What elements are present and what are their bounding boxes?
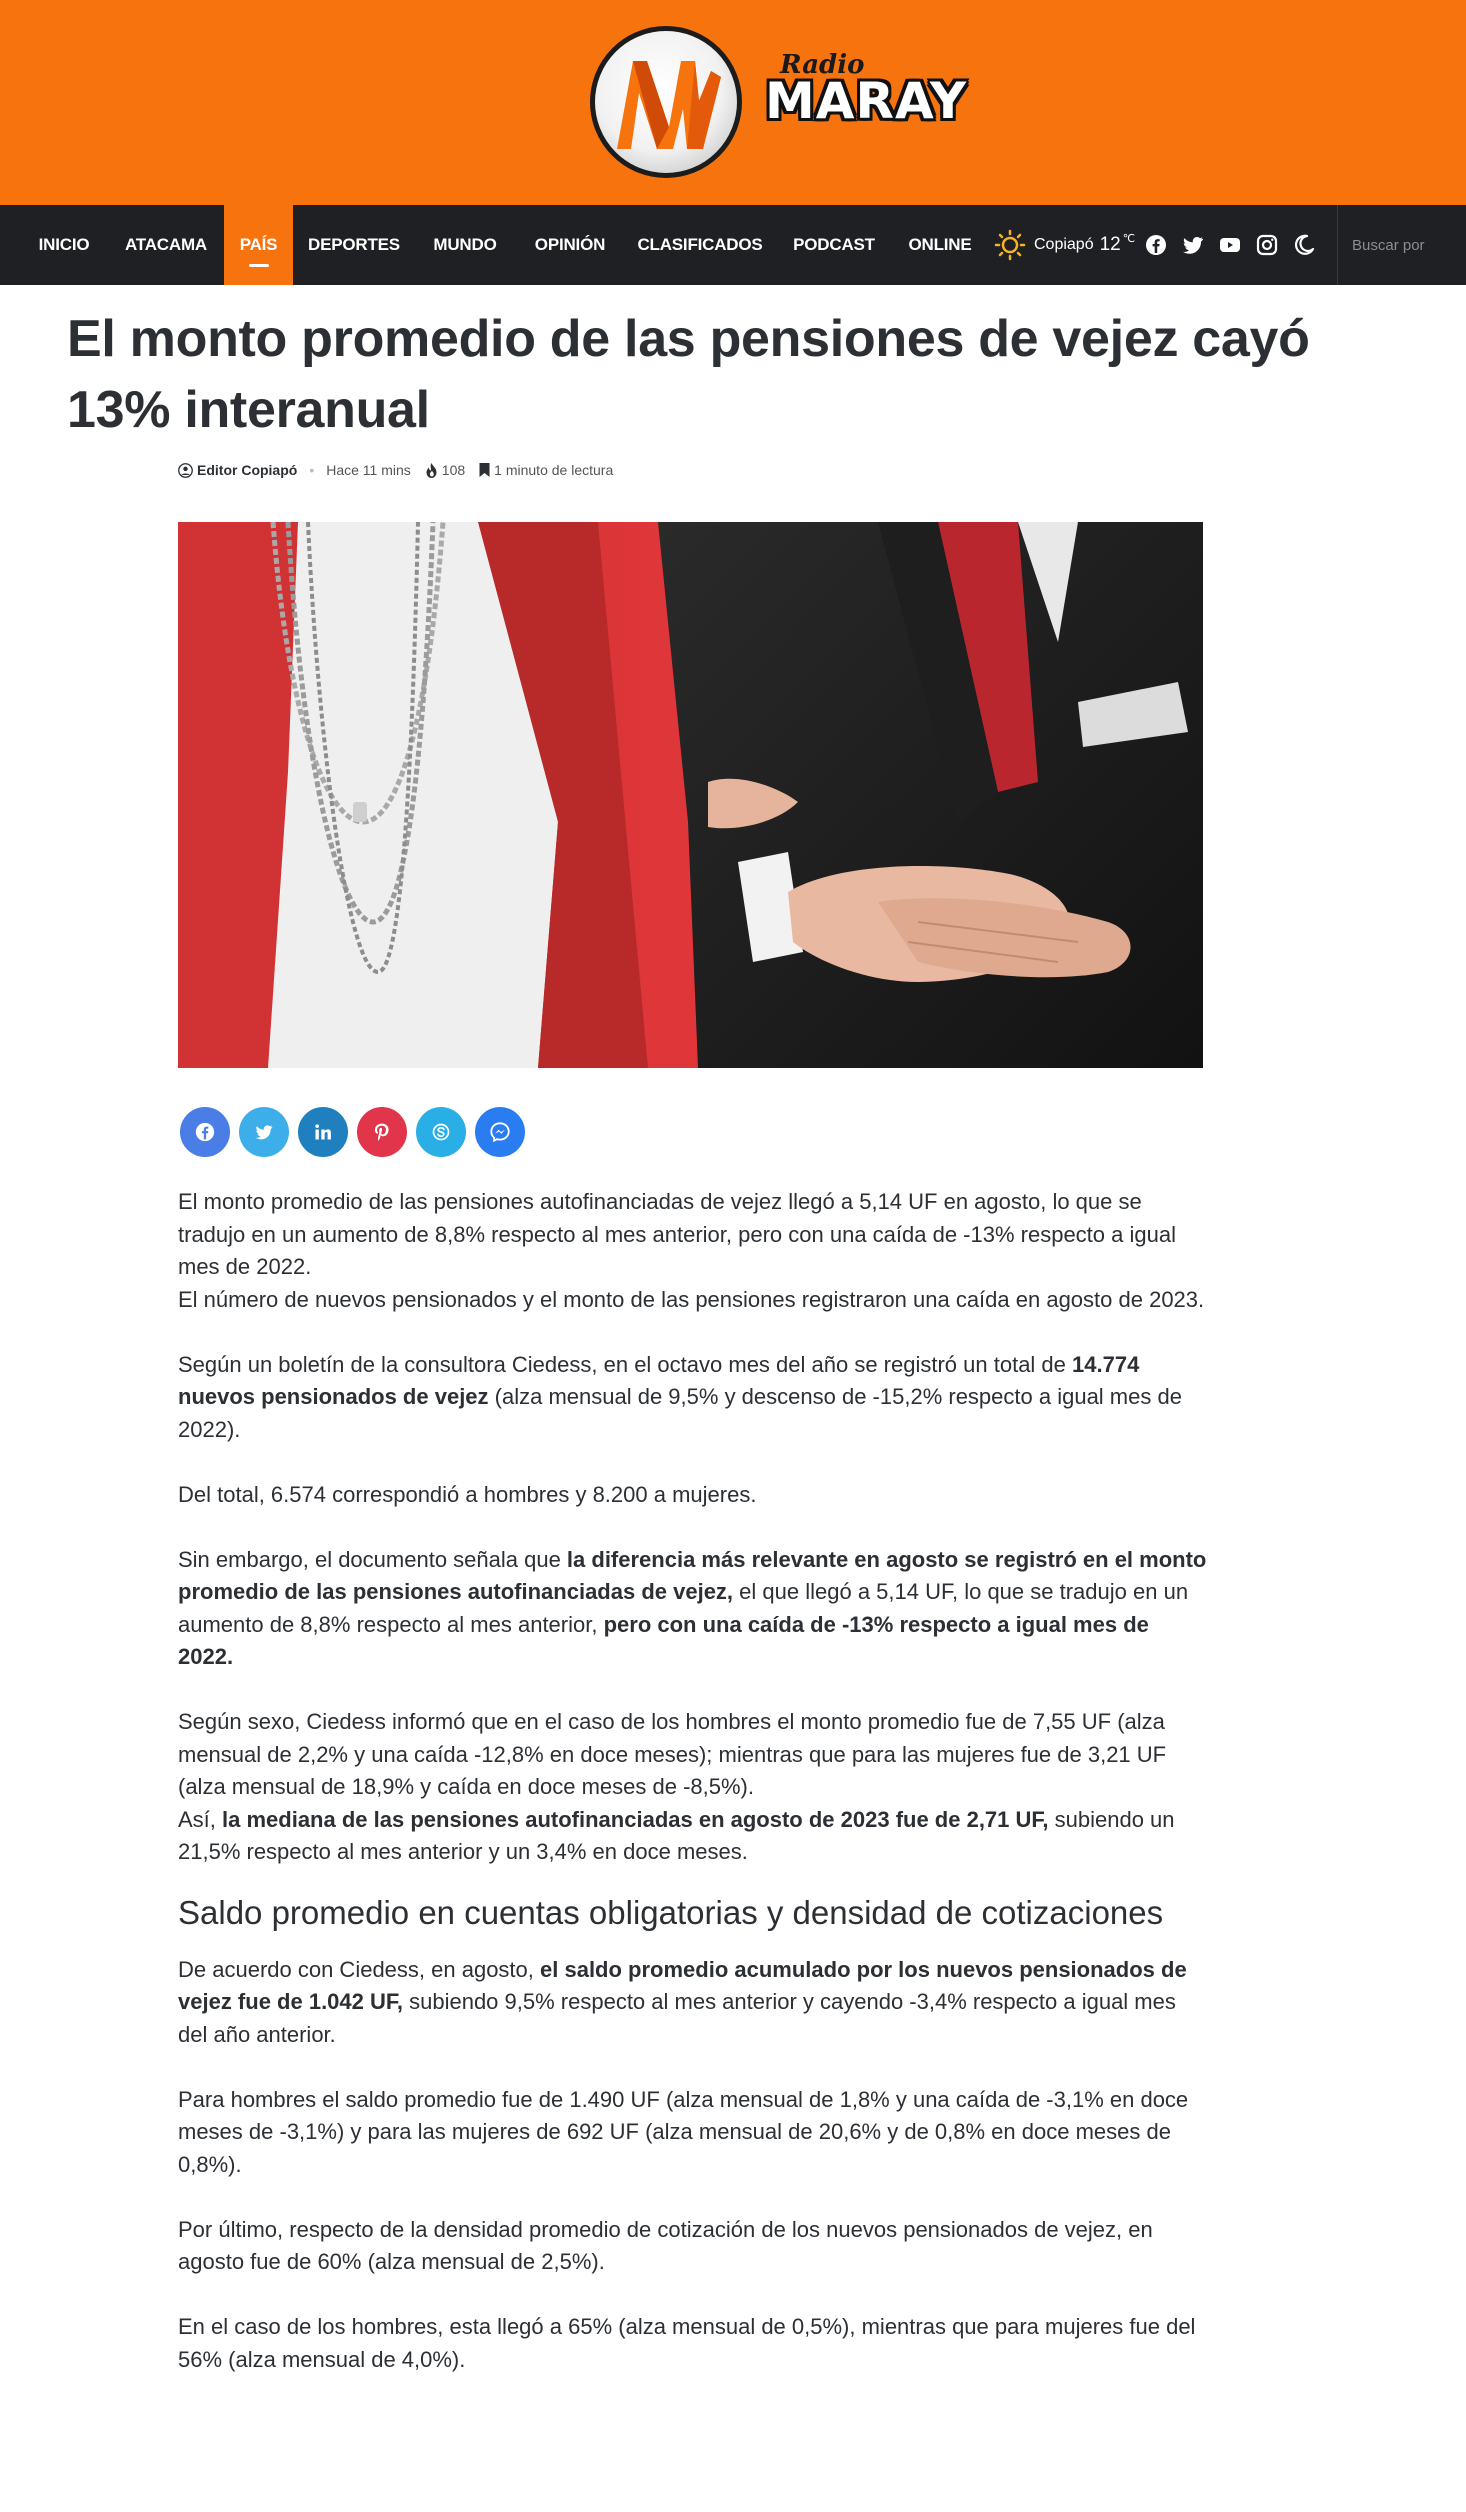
paragraph: De acuerdo con Ciedess, en agosto, el saldo promedio acumulado por los nuevos pensionados de vejez fue de 1.042 UF, subiendo 9,5% respecto al mes anterior y cayendo -3,4% respecto a igual mes del año anterior. — [178, 1956, 1187, 2047]
paragraph: Según un boletín de la consultora Ciedess, en el octavo mes del año se registró un total de 14.774 nuevos pensionados de vejez (alza mensual de 9,5% y descenso de -15,2% respecto a igual mes de 2022). — [178, 1351, 1182, 1442]
moon-icon[interactable] — [1292, 233, 1316, 257]
nav-item-podcast[interactable]: PODCAST — [793, 235, 875, 254]
featured-image — [178, 522, 1203, 1068]
paragraph: En el caso de los hombres, esta llegó a 65% (alza mensual de 0,5%), mientras que para mujeres fue del 56% (alza mensual de 4,0%). — [178, 2314, 1196, 2372]
pinterest-icon — [372, 1122, 392, 1142]
twitter-icon[interactable] — [1181, 233, 1205, 257]
nav-item-deportes[interactable]: DEPORTES — [308, 235, 400, 254]
share-facebook-button[interactable] — [180, 1107, 230, 1157]
twitter-icon — [254, 1122, 274, 1142]
flame-icon — [425, 463, 438, 478]
search-input[interactable] — [1352, 232, 1462, 258]
paragraph: Según sexo, Ciedess informó que en el caso de los hombres el monto promedio fue de 7,55 UF (alza mensual de 2,2% y una caída -12,8% en doce meses); mientras que para las mujeres fue de 3,21 UF (alza mensual de 18,9% y caída en doce meses de -8,5%). — [178, 1709, 1167, 1799]
nav-item-pais[interactable]: PAÍS — [224, 205, 293, 285]
paragraph: Del total, 6.574 correspondió a hombres y 8.200 a mujeres. — [178, 1481, 757, 1507]
site-logo[interactable] — [590, 26, 970, 182]
user-icon — [178, 463, 193, 478]
share-pinterest-button[interactable] — [357, 1107, 407, 1157]
paragraph: El monto promedio de las pensiones autofinanciadas de vejez llegó a 5,14 UF en agosto, lo que se tradujo en un aumento de 8,8% respecto al mes anterior, pero con una caída de -13% respecto a igual mes de 2022. — [178, 1189, 1176, 1279]
paragraph: Sin embargo, el documento señala que la diferencia más relevante en agosto se registró en el monto promedio de las pensiones autofinanciadas de vejez, el que llegó a 5,14 UF, lo que se tradujo en un aumento de 8,8% respecto al mes anterior, pero con una caída de -13% respecto a igual mes de 2022. — [178, 1546, 1207, 1669]
author-link[interactable] — [178, 462, 297, 478]
paragraph: Así, la mediana de las pensiones autofinanciadas en agosto de 2023 fue de 2,71 UF, subiendo un 21,5% respecto al mes anterior y un 3,4% en doce meses. — [178, 1806, 1175, 1864]
share-messenger-button[interactable] — [475, 1107, 525, 1157]
messenger-icon — [489, 1121, 511, 1143]
weather-city: Copiapó — [1034, 236, 1094, 253]
bookmark-icon — [479, 463, 490, 477]
paragraph: Para hombres el saldo promedio fue de 1.490 UF (alza mensual de 1,8% y una caída de -3,1% en doce meses de -3,1%) y para las mujeres de 692 UF (alza mensual de 20,6% y de 0,8% en doce meses de 0,8%). — [178, 2086, 1189, 2177]
author-name: Editor Copiapó — [197, 462, 298, 478]
share-twitter-button[interactable] — [239, 1107, 289, 1157]
article-title: El monto promedio de las pensiones de vejez cayó 13% interanual — [67, 310, 1310, 439]
youtube-icon[interactable] — [1218, 233, 1242, 257]
weather-temp: 12 — [1099, 234, 1121, 255]
linkedin-icon — [313, 1122, 333, 1142]
share-buttons — [180, 1107, 534, 1157]
elderly-couple-photo — [178, 522, 1203, 1068]
reading-value: 1 minuto de lectura — [494, 462, 614, 478]
share-skype-button[interactable] — [416, 1107, 466, 1157]
logo-emblem — [590, 26, 742, 178]
facebook-icon[interactable] — [1144, 233, 1168, 257]
skype-icon — [431, 1122, 451, 1142]
nav-item-opinion[interactable]: OPINIÓN — [534, 235, 606, 254]
paragraph: Por último, respecto de la densidad promedio de cotización de los nuevos pensionados de vejez, en agosto fue de 60% (alza mensual de 2,5%). — [178, 2216, 1153, 2274]
logo-maray-text: MARAY — [765, 72, 968, 130]
nav-item-inicio[interactable]: INICIO — [38, 235, 90, 254]
article-meta — [178, 458, 627, 482]
share-linkedin-button[interactable] — [298, 1107, 348, 1157]
views-count — [425, 462, 465, 478]
nav-item-atacama[interactable]: ATACAMA — [124, 235, 207, 254]
facebook-icon — [194, 1121, 216, 1143]
logo-radio-text: Radio — [780, 50, 865, 80]
publish-time: Hace 11 mins — [326, 462, 411, 478]
reading-time — [479, 462, 613, 478]
main-navigation — [0, 205, 1466, 285]
meta-separator: • — [309, 462, 315, 478]
search-box — [1337, 205, 1466, 285]
weather-unit: ℃ — [1122, 232, 1136, 245]
nav-item-mundo[interactable]: MUNDO — [433, 235, 497, 254]
views-value: 108 — [441, 462, 466, 478]
article-body — [178, 1186, 1208, 2376]
nav-item-clasificados[interactable]: CLASIFICADOS — [637, 235, 763, 254]
site-header — [0, 0, 1466, 205]
nav-item-online[interactable]: ONLINE — [908, 235, 972, 254]
weather-widget — [994, 225, 1135, 265]
paragraph: El número de nuevos pensionados y el monto de las pensiones registraron una caída en agosto de 2023. — [178, 1286, 1205, 1312]
instagram-icon[interactable] — [1255, 233, 1279, 257]
sun-icon — [994, 229, 1026, 261]
section-heading: Saldo promedio en cuentas obligatorias y densidad de cotizaciones — [178, 1893, 1164, 1931]
